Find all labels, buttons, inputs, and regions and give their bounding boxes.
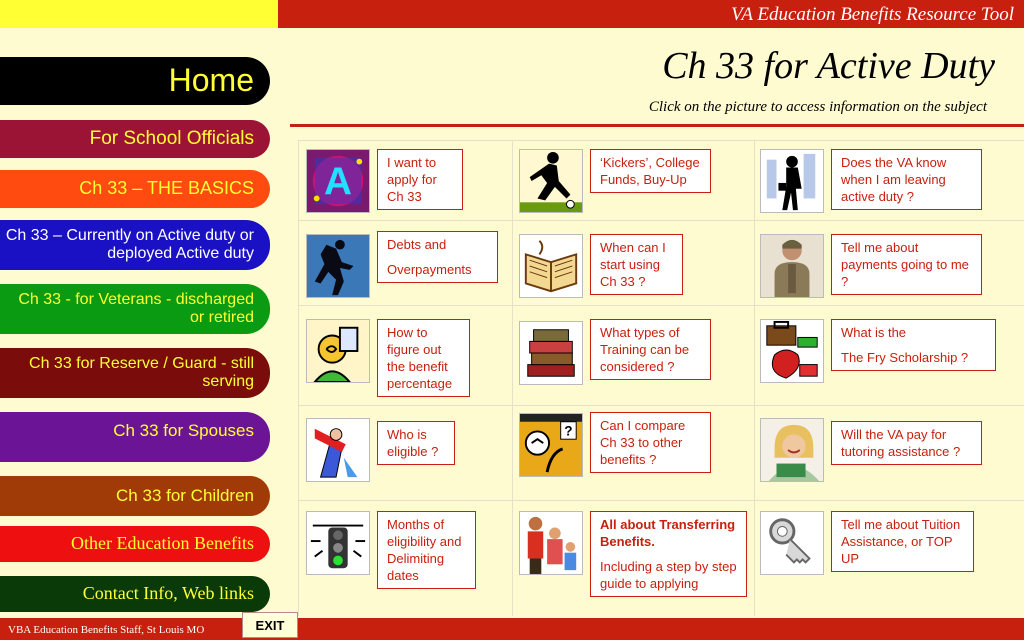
- open-book-icon[interactable]: [519, 234, 583, 298]
- nav-reserve-guard[interactable]: Ch 33 for Reserve / Guard - still serving: [0, 348, 270, 398]
- nav-children[interactable]: Ch 33 for Children: [0, 476, 270, 516]
- payments-to-me-link[interactable]: Tell me about payments going to me ?: [831, 234, 982, 295]
- start-using-ch33-link[interactable]: When can I start using Ch 33 ?: [590, 234, 683, 295]
- grid-line: [298, 140, 1024, 141]
- apply-ch33-link[interactable]: I want to apply for Ch 33: [377, 149, 463, 210]
- transferring-benefits-link[interactable]: All about Transferring Benefits. Including a step by step guide to applying: [590, 511, 747, 597]
- nav-active-duty[interactable]: Ch 33 – Currently on Active duty or deployed Active duty: [0, 220, 270, 270]
- book-stack-icon[interactable]: [519, 321, 583, 385]
- soldier-icon[interactable]: [760, 234, 824, 298]
- nav-school-officials[interactable]: For School Officials: [0, 120, 270, 158]
- letter-a-icon[interactable]: [306, 149, 370, 213]
- compare-benefits-link[interactable]: Can I compare Ch 33 to other benefits ?: [590, 412, 711, 473]
- grid-line: [298, 305, 1024, 306]
- grid-line: [512, 140, 513, 616]
- running-figure-icon[interactable]: [306, 234, 370, 298]
- grid-line: [298, 405, 1024, 406]
- benefit-percentage-link[interactable]: How to figure out the benefit percentage: [377, 319, 470, 397]
- grid-line: [298, 500, 1024, 501]
- tutoring-assistance-link[interactable]: Will the VA pay for tutoring assistance ?: [831, 421, 982, 465]
- person-flag-icon[interactable]: [306, 418, 370, 482]
- page-title: Ch 33 for Active Duty: [662, 45, 995, 87]
- soccer-player-icon[interactable]: [519, 149, 583, 213]
- nav-veterans[interactable]: Ch 33 - for Veterans - discharged or retired: [0, 284, 270, 334]
- debts-overpayments-link[interactable]: Debts and Overpayments: [377, 231, 498, 283]
- nav-ch33-basics[interactable]: Ch 33 – THE BASICS: [0, 170, 270, 208]
- training-types-link[interactable]: What types of Training can be considered ?: [590, 319, 711, 380]
- svg-text:?: ?: [564, 423, 573, 439]
- nav-spouses[interactable]: Ch 33 for Spouses: [0, 412, 270, 462]
- smiling-woman-icon[interactable]: [760, 418, 824, 482]
- divider: [290, 124, 1024, 127]
- grid-line: [298, 140, 299, 616]
- key-icon[interactable]: [760, 511, 824, 575]
- fry-scholarship-link[interactable]: What is the The Fry Scholarship ?: [831, 319, 996, 371]
- tool-title: VA Education Benefits Resource Tool: [731, 4, 1014, 25]
- who-eligible-link[interactable]: Who is eligible ?: [377, 421, 455, 465]
- family-icon[interactable]: [519, 511, 583, 575]
- grid-line: [298, 220, 1024, 221]
- nav-contact-info[interactable]: Contact Info, Web links: [0, 576, 270, 612]
- grid-line: [754, 140, 755, 616]
- tuition-assistance-link[interactable]: Tell me about Tuition Assistance, or TOP UP: [831, 511, 974, 572]
- money-briefcase-icon[interactable]: [760, 319, 824, 383]
- footer-credit: VBA Education Benefits Staff, St Louis MO: [8, 624, 205, 636]
- svg-text:A: A: [324, 160, 352, 204]
- kickers-college-funds-link[interactable]: ‘Kickers’, College Funds, Buy-Up: [590, 149, 711, 193]
- leaving-active-duty-link[interactable]: Does the VA know when I am leaving active duty ?: [831, 149, 982, 210]
- traffic-light-icon[interactable]: [306, 511, 370, 575]
- page-subtitle: Click on the picture to access information on the subject: [648, 99, 987, 115]
- nav-home[interactable]: Home: [0, 57, 270, 105]
- exit-button[interactable]: EXIT: [242, 612, 298, 638]
- question-sign-icon[interactable]: [519, 413, 583, 477]
- person-form-icon[interactable]: [306, 319, 370, 383]
- nav-other-benefits[interactable]: Other Education Benefits: [0, 526, 270, 562]
- months-eligibility-link[interactable]: Months of eligibility and Delimiting dates: [377, 511, 476, 589]
- header-yellow-bar: [0, 0, 278, 28]
- businessman-icon[interactable]: [760, 149, 824, 213]
